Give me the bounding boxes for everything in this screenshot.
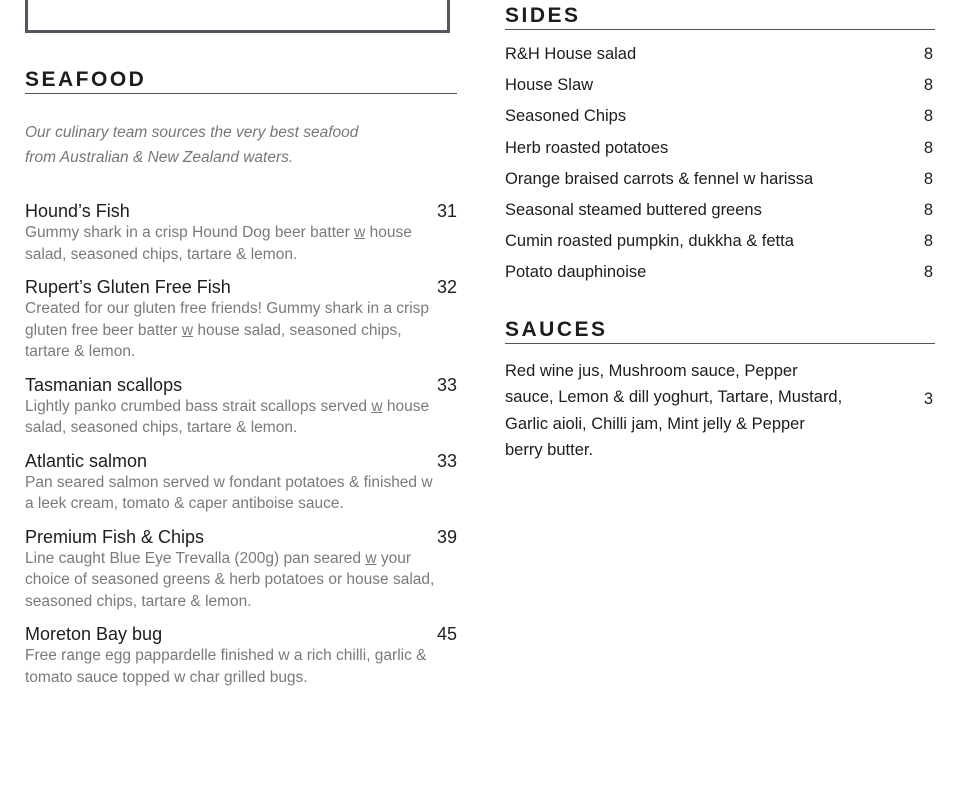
menu-item-price: 33 <box>436 450 457 471</box>
menu-item <box>25 276 457 363</box>
with-abbreviation: w <box>181 321 194 339</box>
side-item <box>505 198 935 229</box>
description-text: your choice of seasoned greens & herb potatoes or house salad, seasoned chips, tartare & lemon. <box>25 549 435 610</box>
side-item-name: Potato dauphinoise <box>505 263 647 282</box>
menu-item-description <box>25 396 445 439</box>
side-item-name: R&H House salad <box>505 45 637 63</box>
description-text: Free range egg pappardelle finished w a rich chilli, garlic & tomato sauce topped w char grilled bugs. <box>25 647 427 686</box>
with-abbreviation: w <box>365 549 377 567</box>
description-text: Lightly panko crumbed bass strait scallops served <box>25 397 372 415</box>
menu-item <box>25 623 457 688</box>
seafood-section <box>25 68 457 688</box>
previous-section-box <box>25 0 450 33</box>
with-abbreviation: w <box>371 397 383 415</box>
menu-item-name: Tasmanian scallops <box>25 374 183 395</box>
sides-list <box>505 42 935 292</box>
menu-item-description <box>25 472 445 515</box>
side-item-name: Seasoned Chips <box>505 107 627 126</box>
menu-item-name: Rupert’s Gluten Free Fish <box>25 277 231 297</box>
menu-item-name: Atlantic salmon <box>25 450 148 471</box>
description-text: house salad, seasoned chips, tartare & lemon. <box>25 397 430 436</box>
menu-item-name: Premium Fish & Chips <box>25 526 205 547</box>
side-item-name: Cumin roasted pumpkin, dukkha & fetta <box>505 232 794 251</box>
side-item <box>505 167 935 198</box>
sauces-text: Red wine jus, Mushroom sauce, Pepper sauce, Lemon & dill yoghurt, Tartare, Mustard, Garlic aioli, Chilli jam, Mint jelly & Pepper berry butter. <box>505 361 843 459</box>
menu-item-price: 33 <box>436 374 457 395</box>
menu-item-description <box>25 645 445 688</box>
description-text: Pan seared salmon served w fondant potatoes & finished w a leek cream, tomato & caper antiboise sauce. <box>25 473 433 512</box>
menu-item-price: 31 <box>436 201 457 221</box>
menu-item <box>25 200 457 265</box>
side-item <box>505 73 935 104</box>
side-item-price: 8 <box>923 232 933 251</box>
menu-item-price: 39 <box>436 526 457 547</box>
side-item-price: 8 <box>923 76 933 95</box>
with-abbreviation: w <box>354 224 366 241</box>
menu-item-description <box>25 548 445 613</box>
description-text: house salad, seasoned chips, tartare & lemon. <box>25 321 402 360</box>
side-item <box>505 136 935 167</box>
sides-heading: SIDES <box>505 4 935 30</box>
description-text: Created for our gluten free friends! Gummy shark in a crisp gluten free beer batter <box>25 300 430 339</box>
seafood-heading: SEAFOOD <box>25 68 457 94</box>
menu-item-name: Moreton Bay bug <box>25 624 163 644</box>
side-item-price: 8 <box>923 169 933 188</box>
seafood-items <box>25 200 457 688</box>
menu-item-price: 45 <box>436 624 457 644</box>
menu-item-description <box>25 298 445 363</box>
side-item-price: 8 <box>923 45 933 63</box>
side-item-name: Orange braised carrots & fennel w harissa <box>505 169 814 188</box>
sauces-price: 3 <box>923 390 933 408</box>
side-item-name: House Slaw <box>505 76 594 95</box>
menu-item-price: 32 <box>436 277 457 297</box>
seafood-intro: Our culinary team sources the very best seafood from Australian & New Zealand waters. <box>25 124 359 166</box>
side-item-price: 8 <box>923 263 933 282</box>
description-text: Line caught Blue Eye Trevalla (200g) pan seared <box>25 549 366 567</box>
menu-item-name: Hound’s Fish <box>25 201 130 221</box>
side-item-name: Herb roasted potatoes <box>505 138 669 157</box>
side-item <box>505 260 935 291</box>
description-text: Gummy shark in a crisp Hound Dog beer batter <box>25 224 355 241</box>
description-text: house salad, seasoned chips, tartare & lemon. <box>25 224 412 263</box>
menu-item-description <box>25 222 445 265</box>
side-item-price: 8 <box>923 200 933 219</box>
side-item <box>505 104 935 135</box>
menu-item <box>25 526 457 613</box>
menu-item <box>25 450 457 515</box>
side-item-price: 8 <box>923 107 933 126</box>
sauces-heading: SAUCES <box>505 318 935 344</box>
side-item <box>505 42 935 73</box>
side-item <box>505 229 935 260</box>
right-column <box>505 4 935 464</box>
side-item-name: Seasonal steamed buttered greens <box>505 200 762 219</box>
menu-item <box>25 374 457 439</box>
side-item-price: 8 <box>923 138 933 157</box>
